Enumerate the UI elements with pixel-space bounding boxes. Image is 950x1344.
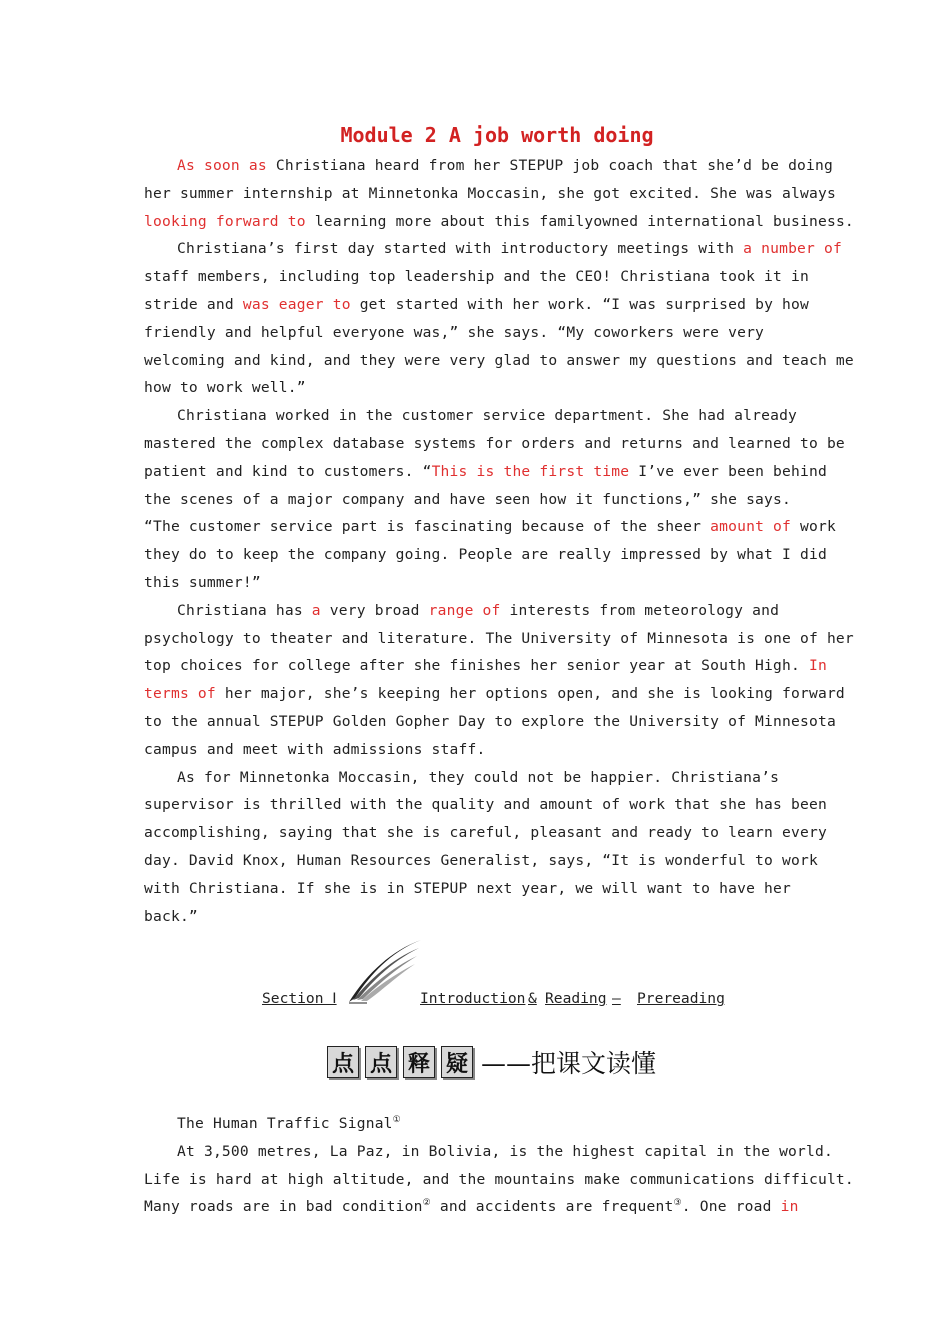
- text-line: [144, 597, 814, 625]
- text-line: [144, 680, 845, 708]
- text-run: day. David Knox, Human Resources Generalist, says, “It is wonderful to work: [144, 851, 818, 869]
- article-paragraph: [144, 152, 854, 235]
- section-introduction: Introduction: [420, 990, 526, 1007]
- section-reading: Reading: [545, 990, 607, 1007]
- text-run: interests from meteorology and: [500, 601, 780, 619]
- section-ampersand: &: [528, 990, 537, 1007]
- reading-passage: [144, 1110, 854, 1221]
- highlighted-phrase: terms of: [144, 685, 216, 703]
- text-run: patient and kind to customers. “: [144, 462, 432, 480]
- text-line: [144, 319, 814, 347]
- article-paragraph: [144, 235, 854, 402]
- highlighted-phrase: range of: [428, 601, 501, 619]
- text-line: [144, 291, 814, 319]
- text-run: Christiana has: [177, 601, 312, 619]
- text-run: stride and: [144, 295, 243, 313]
- text-run: get started with her work. “I was surprised by how: [350, 295, 809, 313]
- reading-paragraph: [144, 1138, 854, 1221]
- text-run: this summer!”: [144, 573, 261, 591]
- chinese-banner: [327, 1044, 656, 1080]
- text-run: campus and meet with admissions staff.: [144, 740, 486, 758]
- text-line: [144, 458, 827, 486]
- highlighted-phrase: In: [808, 657, 827, 675]
- highlighted-phrase: looking forward to: [144, 212, 306, 230]
- text-line: [144, 347, 854, 375]
- reading-title: The Human Traffic Signal①: [177, 1115, 401, 1132]
- text-run: Life is hard at high altitude, and the mountains make communications difficult.: [144, 1170, 854, 1188]
- text-run: and accidents are frequent: [430, 1198, 674, 1216]
- text-run: very broad: [320, 601, 429, 619]
- text-run: her major, she’s keeping her options open, and she is looking forward: [215, 685, 845, 703]
- text-run: At 3,500 metres, La Paz, in Bolivia, is the highest capital in the world.: [177, 1142, 833, 1160]
- banner-badge: 疑: [441, 1046, 473, 1078]
- article-paragraph: [144, 597, 854, 764]
- text-run: her summer internship at Minnetonka Moccasin, she got excited. She was always: [144, 184, 836, 202]
- text-line: [144, 736, 814, 764]
- text-run: Christiana’s first day started with introductory meetings with: [177, 240, 744, 258]
- text-line: [144, 235, 842, 263]
- text-line: [144, 819, 827, 847]
- banner-badge: 释: [403, 1046, 435, 1078]
- highlighted-phrase: a number of: [743, 240, 842, 258]
- footnote-marker: ②: [422, 1198, 431, 1209]
- text-line: [144, 764, 814, 792]
- section-dash: —: [612, 990, 621, 1007]
- highlighted-phrase: As soon as: [177, 157, 267, 174]
- highlighted-phrase: amount of: [710, 518, 792, 536]
- footnote-marker: ③: [673, 1198, 682, 1209]
- text-run: Christiana worked in the customer service department. She had already: [177, 407, 798, 425]
- text-run: staff members, including top leadership and the CEO! Christiana took it in: [144, 268, 809, 286]
- text-line: [144, 847, 818, 875]
- text-line: [144, 513, 836, 541]
- section-heading: [262, 990, 742, 1014]
- text-run: accomplishing, saying that she is careful, pleasant and ready to learn every: [144, 824, 827, 842]
- text-run: friendly and helpful everyone was,” she says. “My coworkers were very: [144, 323, 765, 341]
- text-run: I’ve ever been behind: [629, 462, 827, 480]
- text-line: [144, 374, 814, 402]
- text-run: top choices for college after she finishes her senior year at South High.: [144, 657, 809, 675]
- section-label: Section Ⅰ: [262, 990, 337, 1007]
- highlighted-phrase: in: [780, 1198, 799, 1216]
- text-run: . One road: [681, 1198, 781, 1216]
- text-run: back.”: [144, 907, 198, 925]
- banner-badge: 点: [365, 1046, 397, 1078]
- text-line: [144, 486, 814, 514]
- text-line: [144, 791, 827, 819]
- text-line: [144, 180, 836, 208]
- text-run: to the annual STEPUP Golden Gopher Day to explore the University of Minnesota: [144, 712, 836, 730]
- text-line: [144, 402, 814, 430]
- text-line: [144, 569, 814, 597]
- text-line: [144, 708, 836, 736]
- highlighted-phrase: a: [311, 601, 321, 619]
- text-line: [144, 541, 827, 569]
- text-run: they do to keep the company going. People are really impressed by what I did: [144, 546, 827, 564]
- text-line: [144, 263, 814, 291]
- text-run: supervisor is thrilled with the quality and amount of work that she has been: [144, 796, 827, 814]
- text-line: [144, 430, 845, 458]
- banner-badge: 点: [327, 1046, 359, 1078]
- article-paragraph: [144, 764, 827, 931]
- text-line: [144, 208, 854, 236]
- text-run: the scenes of a major company and have seen how it functions,” she says.: [144, 490, 792, 508]
- text-line: [144, 652, 827, 680]
- section-prereading: Prereading: [637, 990, 725, 1007]
- text-run: with Christiana. If she is in STEPUP next year, we will want to have her: [144, 879, 792, 897]
- text-run: how to work well.”: [144, 379, 306, 397]
- highlighted-phrase: was eager to: [242, 295, 351, 313]
- text-line: [144, 875, 814, 903]
- text-run: mastered the complex database systems for orders and returns and learned to be: [144, 434, 845, 452]
- article-paragraph: [144, 402, 845, 597]
- banner-subtitle: ——把课文读懂: [481, 1049, 657, 1078]
- article-body: [144, 152, 854, 930]
- highlighted-phrase: This is the first time: [431, 462, 630, 480]
- text-run: “The customer service part is fascinating because of the sheer: [144, 518, 711, 536]
- footnote-marker: ①: [392, 1115, 401, 1126]
- text-line: [144, 625, 854, 653]
- text-line: [144, 1193, 814, 1221]
- text-line: [144, 1166, 854, 1194]
- text-line: [144, 152, 834, 180]
- module-title: Module 2 A job worth doing: [340, 123, 654, 147]
- text-run: learning more about this familyowned international business.: [305, 212, 854, 230]
- text-run: work: [791, 518, 836, 536]
- text-line: [144, 903, 814, 931]
- text-run: Many roads are in bad condition: [144, 1198, 423, 1216]
- text-run: psychology to theater and literature. The University of Minnesota is one of her: [144, 629, 854, 647]
- text-run: welcoming and kind, and they were very glad to answer my questions and teach me: [144, 351, 854, 369]
- text-line: [144, 1138, 833, 1166]
- text-run: As for Minnetonka Moccasin, they could not be happier. Christiana’s: [177, 768, 780, 786]
- text-run: Christiana heard from her STEPUP job coach that she’d be doing: [266, 157, 834, 174]
